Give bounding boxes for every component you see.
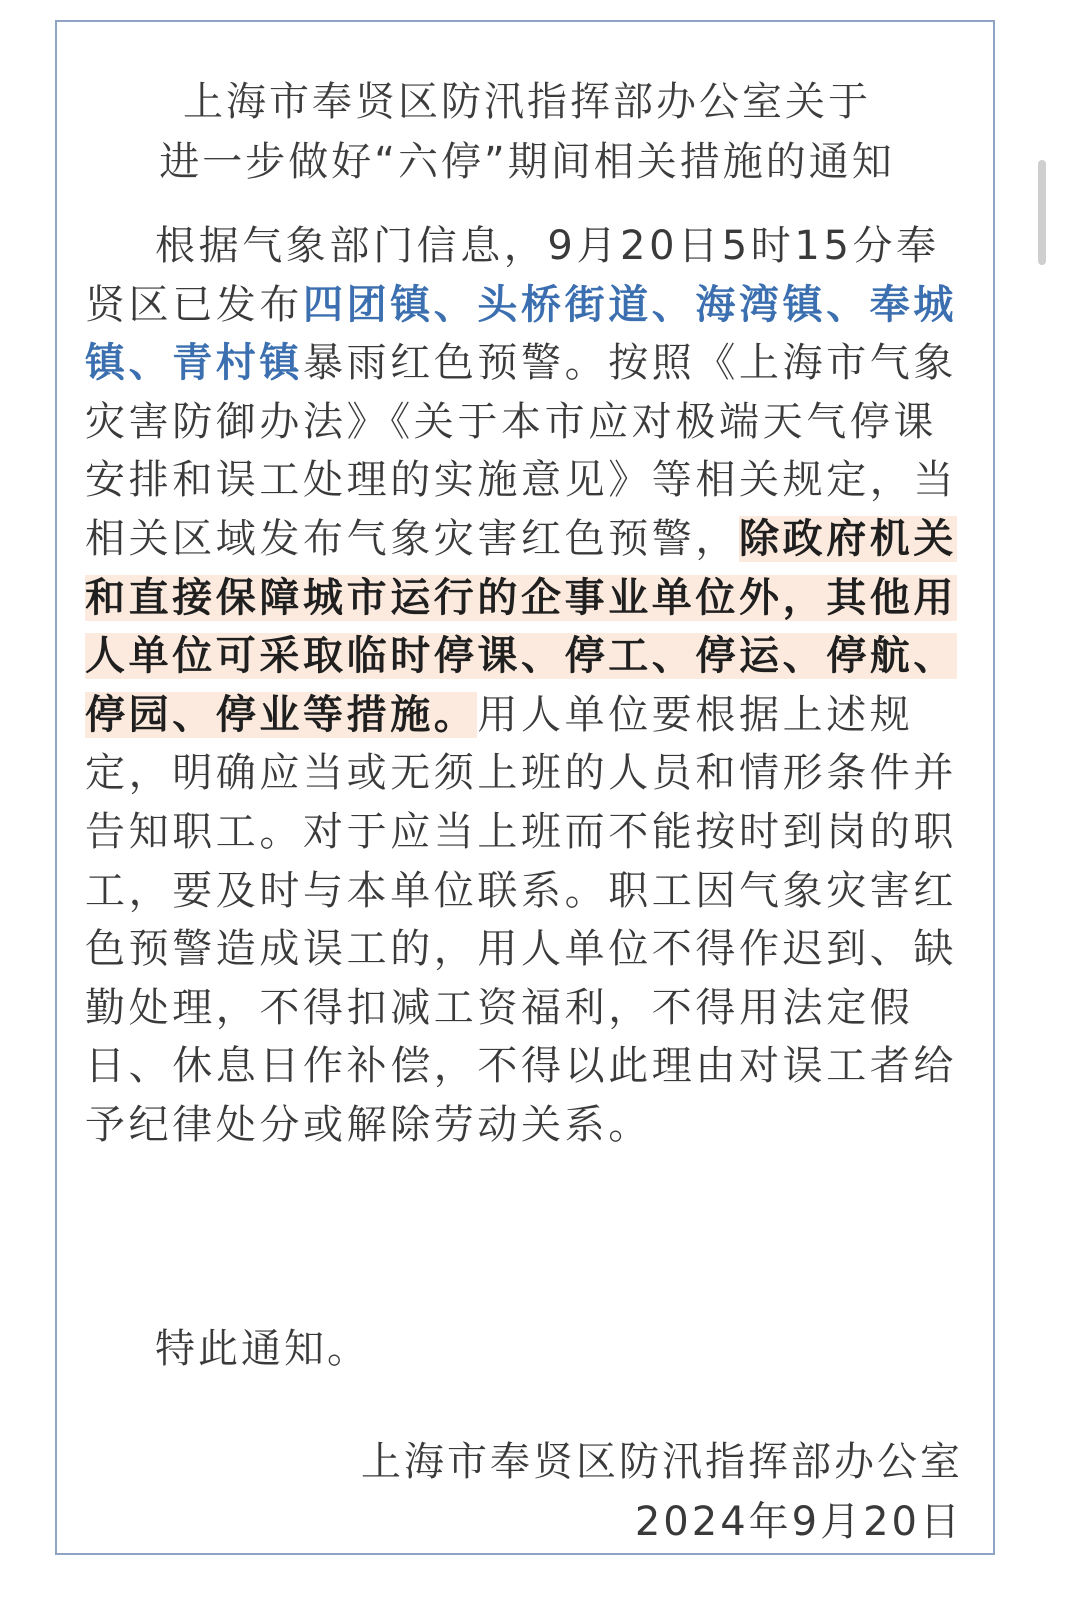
title-line-2: 进一步做好“六停”期间相关措施的通知 <box>159 139 895 185</box>
notice-body <box>85 217 975 1155</box>
body-mid-text: 暴雨红色预警。按照《上海市气象灾害防御办法》《关于本市应对极端天气停课安排和误工处理的实施意见》等相关规定，当相关区域发布气象灾害红色预警， <box>85 340 957 562</box>
title-line-1: 上海市奉贤区防汛指挥部办公室关于 <box>183 79 871 125</box>
body-intro-text: 根据气象部门信息，9月20日5时15分奉贤区已发布 <box>85 223 940 328</box>
body-end-text: 用人单位要根据上述规定，明确应当或无须上班的人员和情形条件并告知职工。对于应当上班而不能按时到岗的职工，要及时与本单位联系。职工因气象灾害红色预警造成误工的，用人单位不得作迟到、缺勤处理，不得扣减工资福利，不得用法定假日、休息日作补偿，不得以此理由对误工者给予纪律处分或解除劳动关系。 <box>85 691 957 1148</box>
body-paragraph <box>85 217 975 1155</box>
closing-text: 特此通知。 <box>155 1326 370 1372</box>
notice-frame <box>55 20 995 1555</box>
highlighted-measures-text: 除政府机关和直接保障城市运行的企事业单位外，其他用人单位可采取临时停课、停工、停运、停航、停园、停业等措施。 <box>85 515 957 738</box>
issue-date: 2024年9月20日 <box>634 1499 963 1545</box>
affected-areas-text: 四团镇、头桥街道、海湾镇、奉城镇、青村镇 <box>85 281 957 387</box>
signature-block <box>361 1432 963 1552</box>
notice-title <box>57 72 997 192</box>
scrollbar-thumb[interactable] <box>1038 160 1046 265</box>
issuer-name: 上海市奉贤区防汛指挥部办公室 <box>361 1439 963 1485</box>
